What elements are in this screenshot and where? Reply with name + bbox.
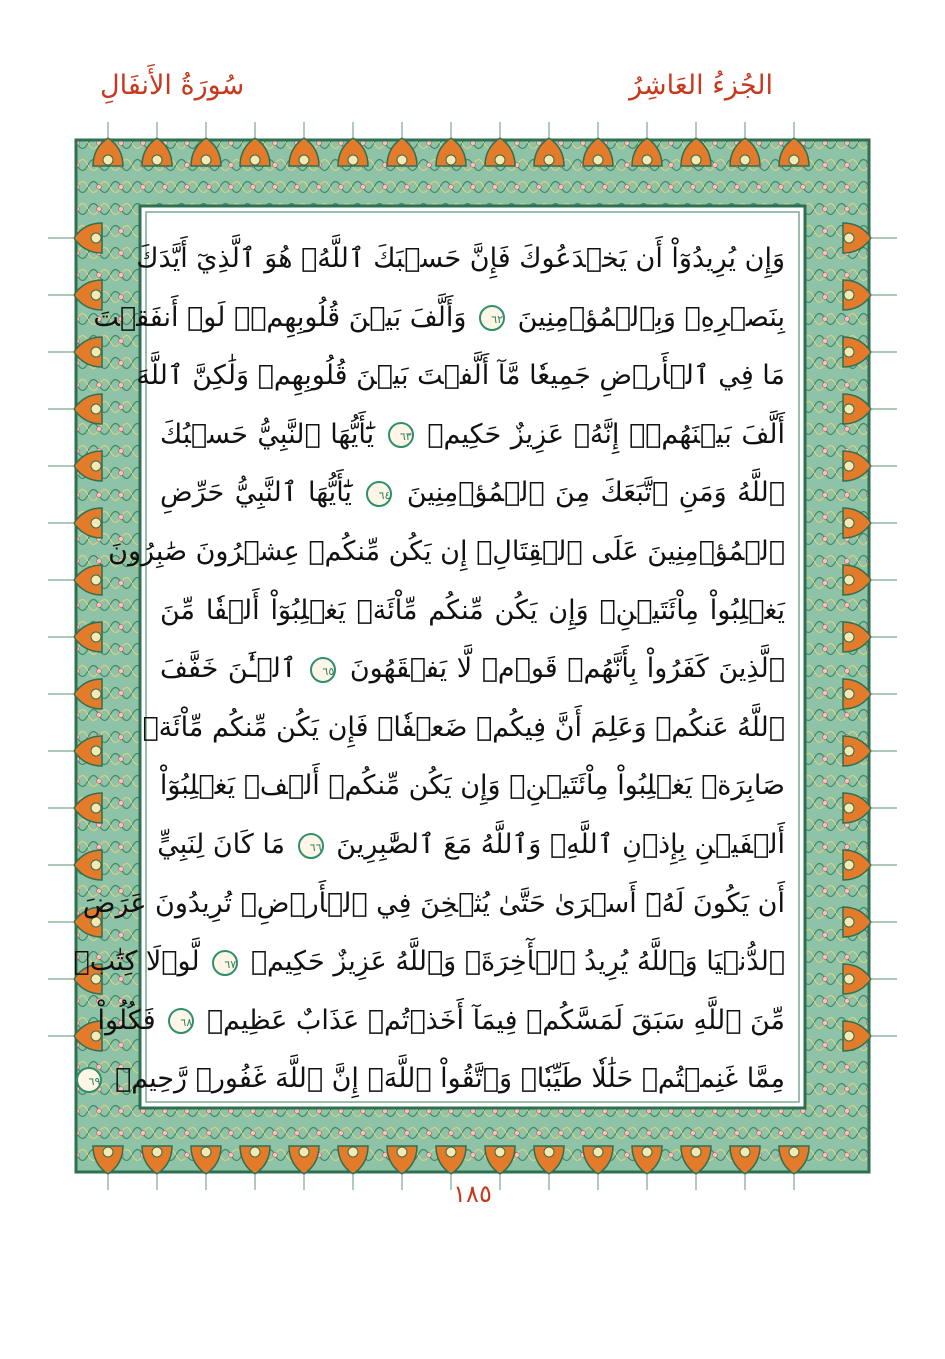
ayah-number-marker: ٦٤ [366,481,392,507]
verse-line [93,289,785,347]
verse-text: ٱلدُّنۡيَا وَٱللَّهُ يُرِيدُ ٱلۡأٓخِرَةَۗ وَٱللَّهُ عَزِيزٌ حَكِيمٞ [250,946,785,978]
verse-text: يَغۡلِبُواْ مِاْئَتَيۡنِۚ وَإِن يَكُن مِّنكُم مِّاْئَةٞ يَغۡلِبُوٓاْ أَلۡفٗا مِّنَ [160,594,785,626]
ayah-number-marker: ٦٩ [76,1067,102,1093]
verse-text: مِّنَ ٱللَّهِ سَبَقَ لَمَسَّكُمۡ فِيمَآ أَخَذۡتُمۡ عَذَابٌ عَظِيمٞ [206,1004,785,1036]
verse-line [73,933,785,991]
verse-line [160,640,785,698]
verse-text: بِنَصۡرِهِۦ وَبِٱلۡمُؤۡمِنِينَ [517,301,785,333]
ayah-number-marker: ٦٣ [388,422,414,448]
verse-text: ٱللَّهُ وَمَنِ ٱتَّبَعَكَ مِنَ ٱلۡمُؤۡمِنِينَ [406,477,785,509]
page-number: ١٨٥ [453,1180,492,1208]
verse-line [82,875,785,933]
verse-text-continued: يَٰٓأَيُّهَا ٱلنَّبِيُّ حَرِّضِ [160,477,352,509]
verse-text: ٱلۡمُؤۡمِنِينَ عَلَى ٱلۡقِتَالِۚ إِن يَكُن مِّنكُمۡ عِشۡرُونَ صَٰبِرُونَ [108,536,785,567]
verse-text-continued: ٱلۡـَٰٔنَ خَفَّفَ [160,653,297,685]
text-panel [73,212,799,1152]
verse-line [160,582,785,640]
verse-text: مَا فِي ٱلۡأَرۡضِ جَمِيعٗا مَّآ أَلَّفۡتَ بَيۡنَ قُلُوبِهِمۡ وَلَٰكِنَّ ٱللَّهَ [136,360,785,392]
verse-line [160,406,785,464]
surah-name: سُورَةُ الأَنفَالِ [100,70,245,101]
verse-line [157,816,785,874]
verse-text-continued: لَّوۡلَا كِتَٰبٞ [73,946,200,978]
verse-text-continued: يَٰٓأَيُّهَا ٱلنَّبِيُّ حَسۡبُكَ [160,418,375,450]
verse-text: صَابِرَةٞ يَغۡلِبُواْ مِاْئَتَيۡنِۚ وَإِن يَكُن مِّنكُمۡ أَلۡفٞ يَغۡلِبُوٓاْ [159,770,785,802]
verse-line [136,230,785,288]
ayah-number-marker: ٦٢ [479,305,505,331]
verse-line [160,757,785,815]
verse-text-continued: وَأَلَّفَ بَيۡنَ قُلُوبِهِمۡۚ لَوۡ أَنفَقۡتَ [93,301,467,333]
ayah-number-marker: ٦٥ [310,657,336,683]
verse-text-continued: مَا كَانَ لِنَبِيٍّ [157,829,286,860]
ayah-number-marker: ٦٧ [212,950,238,976]
verse-text: ٱللَّهُ عَنكُمۡ وَعَلِمَ أَنَّ فِيكُمۡ ضَعۡفٗاۚ فَإِن يَكُن مِّنكُم مِّاْئَةٞ [142,711,785,743]
verse-line [160,464,785,522]
ayah-number-marker: ٦٦ [298,833,324,859]
verse-line [88,1050,785,1108]
verse-text: أَن يَكُونَ لَهُۥٓ أَسۡرَىٰ حَتَّىٰ يُثۡخِنَ فِي ٱلۡأَرۡضِۚ تُرِيدُونَ عَرَضَ [82,887,785,919]
verse-text: وَإِن يُرِيدُوٓاْ أَن يَخۡدَعُوكَ فَإِنَّ حَسۡبَكَ ٱللَّهُۚ هُوَ ٱلَّذِيٓ أَيَّدَكَ [136,243,785,274]
verse-line [108,523,785,581]
ayah-number-marker: ٦٨ [168,1008,194,1034]
verse-text: مِمَّا غَنِمۡتُمۡ حَلَٰلٗا طَيِّبٗاۚ وَٱتَّقُواْ ٱللَّهَۚ إِنَّ ٱللَّهَ غَفُورٞ رَّحِيمٞ [115,1063,785,1095]
verse-text: أَلَّفَ بَيۡنَهُمۡۚ إِنَّهُۥ عَزِيزٌ حَكِيمٞ [427,418,786,450]
verse-text: أَلۡفَيۡنِ بِإِذۡنِ ٱللَّهِۗ وَٱللَّهُ مَعَ ٱلصَّٰبِرِينَ [336,829,785,860]
verse-line [142,699,785,757]
verse-text: ٱلَّذِينَ كَفَرُواْ بِأَنَّهُمۡ قَوۡمٞ لَّا يَفۡقَهُونَ [349,653,785,685]
verse-line [97,992,785,1050]
verse-line [136,347,785,405]
juz-name: الجُزءُ العَاشِرُ [629,70,773,101]
verse-text-continued: فَكُلُواْ [97,1004,156,1036]
